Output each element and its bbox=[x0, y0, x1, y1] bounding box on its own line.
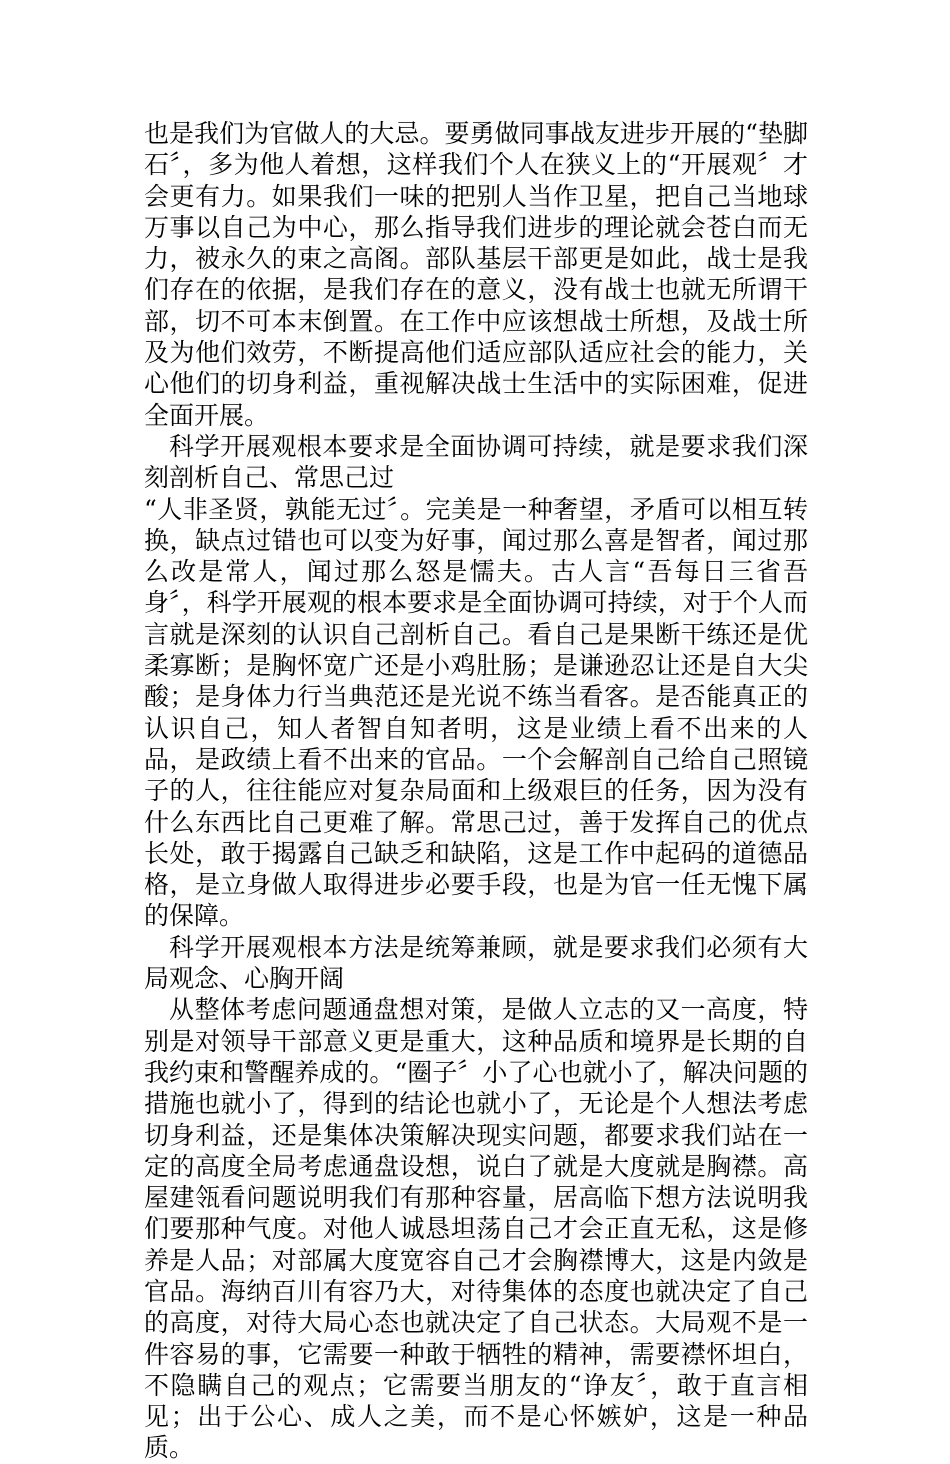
document-page bbox=[144, 118, 808, 1464]
paragraph-3: 从整体考虑问题通盘想对策，是做人立志的又一高度，特别是对领导干部意义更是重大，这种品质和境界是长期的自我约束和警醒养成的。“圈子〞小了心也就小了，解决问题的措施也就小了，得到的结论也就小了，无论是个人想法考虑切身利益，还是集体决策解决现实问题，都要求我们站在一定的高度全局考虑通盘设想，说白了就是大度就是胸襟。高屋建瓴看问题说明我们有那种容量，居高临下想方法说明我们要那种气度。对他人诚恳坦荡自己才会正直无私，这是修养是人品；对部属大度宽容自己才会胸襟博大，这是内敛是官品。海纳百川有容乃大，对待集体的态度也就决定了自己的高度，对待大局心态也就决定了自己状态。大局观不是一件容易的事，它需要一种敢于牺牲的精神，需要襟怀坦白，不隐瞒自己的观点；它需要当朋友的“诤友〞，敢于直言相见；出于公心、成人之美，而不是心怀嫉妒，这是一种品质。 bbox=[144, 995, 808, 1463]
paragraph-1: 也是我们为官做人的大忌。要勇做同事战友进步开展的“垫脚石〞，多为他人着想，这样我们个人在狭义上的“开展观〞才会更有力。如果我们一味的把别人当作卫星，把自己当地球万事以自己为中心，那么指导我们进步的理论就会苍白而无力，被永久的束之高阁。部队基层干部更是如此，战士是我们存在的依据，是我们存在的意义，没有战士也就无所谓干部，切不可本末倒置。在工作中应该想战士所想，及战士所及为他们效劳，不断提高他们适应部队适应社会的能力，关心他们的切身利益，重视解决战士生活中的实际困难，促进全面开展。 bbox=[144, 119, 808, 430]
section-heading-requirement: 科学开展观根本要求是全面协调可持续，就是要求我们深刻剖析自己、常思己过 bbox=[144, 431, 808, 493]
paragraph-2: “人非圣贤，孰能无过〞。完美是一种奢望，矛盾可以相互转换，缺点过错也可以变为好事，闻过那么喜是智者，闻过那么改是常人，闻过那么怒是懦夫。古人言“吾每日三省吾身〞，科学开展观的根本要求是全面协调可持续，对于个人而言就是深刻的认识自己剖析自己。看自己是果断干练还是优柔寡断；是胸怀宽广还是小鸡肚肠；是谦逊忍让还是自大尖酸；是身体力行当典范还是光说不练当看客。是否能真正的认识自己，知人者智自知者明，这是业绩上看不出来的人品，是政绩上看不出来的官品。一个会解剖自己给自己照镜子的人，往往能应对复杂局面和上级艰巨的任务，因为没有什么东西比自己更难了解。常思己过，善于发挥自己的优点长处，敢于揭露自己缺乏和缺陷，这是工作中起码的道德品格，是立身做人取得进步必要手段，也是为官一任无愧下属的保障。 bbox=[144, 494, 808, 931]
section-heading-method: 科学开展观根本方法是统筹兼顾，就是要求我们必须有大局观念、心胸开阔 bbox=[144, 932, 808, 994]
